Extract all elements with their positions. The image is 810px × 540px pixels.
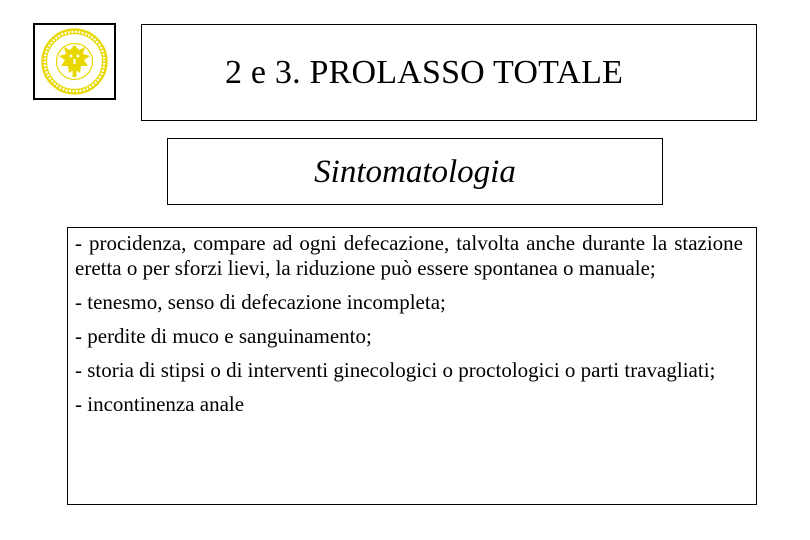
page-title: 2 e 3. PROLASSO TOTALE	[225, 54, 624, 91]
list-item: - storia di stipsi o di interventi ginecologici o proctologici o parti travagliati;	[75, 358, 716, 382]
symptom-list	[75, 231, 743, 426]
title-box	[141, 24, 757, 121]
list-item: - procidenza, compare ad ogni defecazione, talvolta anche durante la stazione eretta o per sforzi lievi, la riduzione può essere spontanea o manuale;	[75, 231, 743, 280]
list-item: - perdite di muco e sanguinamento;	[75, 324, 372, 348]
logo	[33, 23, 116, 100]
list-item: - tenesmo, senso di defecazione incompleta;	[75, 290, 446, 314]
subtitle-box	[167, 138, 663, 205]
symptom-list-box	[67, 227, 757, 505]
university-seal-icon	[35, 25, 114, 98]
list-item: - incontinenza anale	[75, 392, 245, 416]
section-subtitle: Sintomatologia	[314, 154, 516, 190]
